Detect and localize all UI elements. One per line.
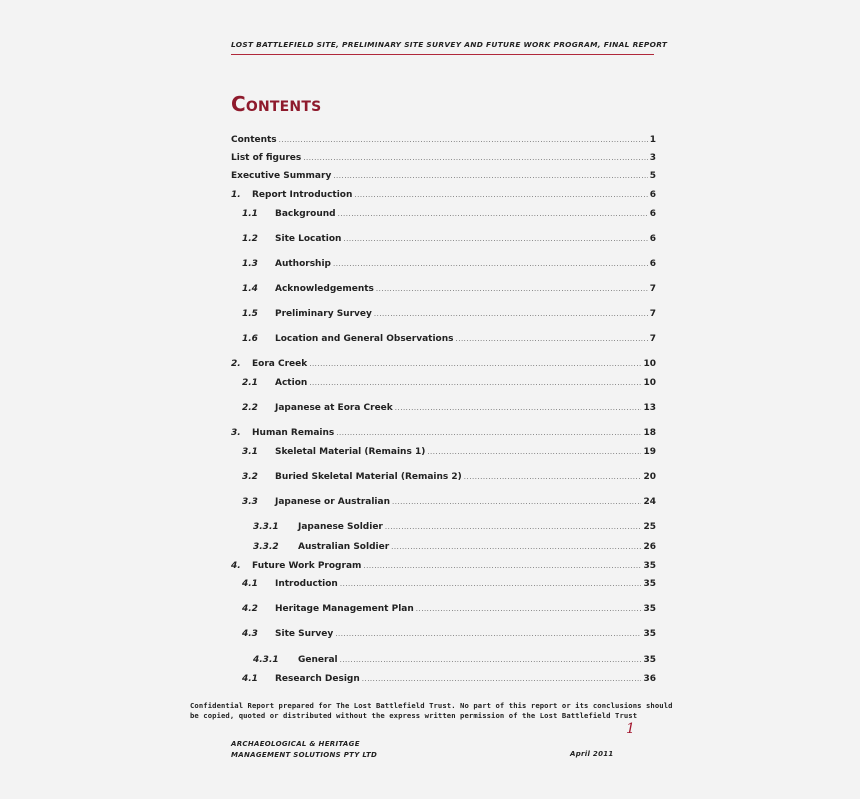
toc-entry [231,654,656,666]
toc-entry-label: Acknowledgements [275,284,374,294]
toc-entry-page: 7 [649,284,656,294]
toc-entry-label: Research Design [275,674,360,684]
toc-entry [231,283,656,295]
toc-entry-page: 35 [643,604,656,614]
toc-entry [231,628,656,640]
toc-leader-dots [392,496,641,508]
toc-entry-label: Australian Soldier [298,542,390,552]
toc-leader-dots [309,377,641,389]
toc-entry [231,170,656,182]
toc-leader-dots [333,258,648,270]
toc-entry-number: 4.2 [242,604,258,614]
toc-entry [231,358,656,370]
toc-entry-page: 1 [649,135,656,145]
toc-entry [231,134,656,146]
toc-entry [231,308,656,320]
toc-entry [231,427,656,439]
toc-entry [231,233,656,245]
toc-leader-dots [335,628,641,640]
toc-entry-page: 19 [643,447,656,457]
toc-entry-number: 1.5 [242,309,258,319]
toc-entry [231,402,656,414]
page-number: 1 [626,721,635,737]
toc-entry-page: 6 [649,209,656,219]
toc-entry-number: 1.6 [242,334,258,344]
toc-entry [231,152,656,164]
toc-entry-number: 4. [231,561,241,571]
toc-entry-number: 3.1 [242,447,258,457]
toc-entry-number: 3.3.1 [253,522,279,532]
toc-leader-dots [303,152,647,164]
toc-entry-page: 35 [643,579,656,589]
toc-leader-dots [464,471,642,483]
toc-leader-dots [343,233,647,245]
toc-entry-label: Executive Summary [231,171,332,181]
toc-entry-number: 4.3.1 [253,655,279,665]
toc-entry [231,208,656,220]
toc-entry-page: 7 [649,309,656,319]
toc-entry [231,578,656,590]
toc-leader-dots [340,578,642,590]
toc-entry-number: 1.4 [242,284,258,294]
toc-entry-page: 7 [649,334,656,344]
toc-leader-dots [309,358,641,370]
toc-leader-dots [416,603,642,615]
toc-entry [231,333,656,345]
toc-entry-label: Background [275,209,336,219]
toc-entry-page: 26 [643,542,656,552]
company-line-2: MANAGEMENT SOLUTIONS PTY LTD [231,751,378,759]
contents-title: Contents [231,92,322,116]
toc-leader-dots [333,170,647,182]
toc-entry-page: 35 [643,561,656,571]
toc-entry-page: 36 [643,674,656,684]
toc-entry-number: 2. [231,359,241,369]
toc-entry-page: 13 [643,403,656,413]
toc-entry-page: 10 [643,359,656,369]
toc-entry-number: 3.2 [242,472,258,482]
toc-entry-label: Heritage Management Plan [275,604,414,614]
toc-entry [231,189,656,201]
toc-leader-dots [376,283,648,295]
toc-entry-label: General [298,655,338,665]
toc-entry-label: Japanese or Australian [275,497,390,507]
toc-entry-page: 6 [649,234,656,244]
toc-entry-label: Introduction [275,579,338,589]
toc-entry-page: 18 [643,428,656,438]
toc-entry [231,541,656,553]
toc-leader-dots [336,427,641,439]
toc-entry-label: Japanese Soldier [298,522,383,532]
toc-entry-label: Skeletal Material (Remains 1) [275,447,426,457]
toc-leader-dots [340,654,642,666]
toc-leader-dots [338,208,648,220]
toc-entry [231,496,656,508]
toc-entry-label: Japanese at Eora Creek [275,403,393,413]
toc-entry-page: 20 [643,472,656,482]
company-line-1: ARCHAEOLOGICAL & HERITAGE [231,740,360,748]
toc-entry-number: 3. [231,428,241,438]
toc-entry-label: Action [275,378,308,388]
company-name [231,739,377,761]
toc-leader-dots [395,402,642,414]
toc-entry [231,521,656,533]
toc-entry-label: Eora Creek [252,359,308,369]
toc-entry-label: List of figures [231,153,302,163]
toc-entry-label: Contents [231,135,277,145]
toc-entry [231,603,656,615]
toc-entry-number: 2.2 [242,403,258,413]
confidentiality-line-2: be copied, quoted or distributed without the express written permission of the Lost Battlefield Trust [190,710,638,720]
toc-entry [231,446,656,458]
toc-entry-number: 1.2 [242,234,258,244]
toc-leader-dots [456,333,648,345]
toc-entry-number: 3.3.2 [253,542,279,552]
toc-entry-number: 1.1 [242,209,258,219]
toc-entry-page: 3 [649,153,656,163]
toc-leader-dots [385,521,642,533]
toc-entry-number: 1. [231,190,241,200]
toc-entry-page: 35 [643,655,656,665]
toc-entry-label: Human Remains [252,428,335,438]
toc-entry-page: 5 [649,171,656,181]
toc-entry-label: Site Survey [275,629,334,639]
toc-entry [231,471,656,483]
toc-entry-number: 4.1 [242,674,258,684]
report-date: April 2011 [570,750,614,758]
toc-leader-dots [374,308,648,320]
toc-entry-number: 4.1 [242,579,258,589]
toc-entry [231,258,656,270]
toc-entry-page: 24 [643,497,656,507]
toc-entry-page: 6 [649,259,656,269]
toc-entry-label: Report Introduction [252,190,353,200]
toc-entry-page: 10 [643,378,656,388]
toc-entry [231,560,656,572]
confidentiality-line-1: Confidential Report prepared for The Lost Battlefield Trust. No part of this report or its conclusions should [190,701,673,710]
toc-entry-number: 2.1 [242,378,258,388]
toc-leader-dots [363,560,641,572]
toc-entry-page: 35 [643,629,656,639]
toc-entry-page: 6 [649,190,656,200]
toc-entry-number: 1.3 [242,259,258,269]
toc-leader-dots [427,446,641,458]
toc-entry [231,377,656,389]
toc-leader-dots [362,673,642,685]
toc-entry-page: 25 [643,522,656,532]
running-header: LOST BATTLEFIELD SITE, PRELIMINARY SITE SURVEY AND FUTURE WORK PROGRAM, FINAL REPORT [231,40,668,49]
confidentiality-notice [190,701,680,720]
toc-entry-number: 4.3 [242,629,258,639]
toc-entry-label: Location and General Observations [275,334,454,344]
toc-entry-label: Preliminary Survey [275,309,372,319]
toc-leader-dots [354,189,647,201]
toc-leader-dots [391,541,641,553]
toc-entry-number: 3.3 [242,497,258,507]
toc-entry-label: Authorship [275,259,331,269]
toc-entry [231,673,656,685]
toc-entry-label: Buried Skeletal Material (Remains 2) [275,472,462,482]
toc-leader-dots [279,134,648,146]
toc-entry-label: Site Location [275,234,342,244]
toc-entry-label: Future Work Program [252,561,362,571]
